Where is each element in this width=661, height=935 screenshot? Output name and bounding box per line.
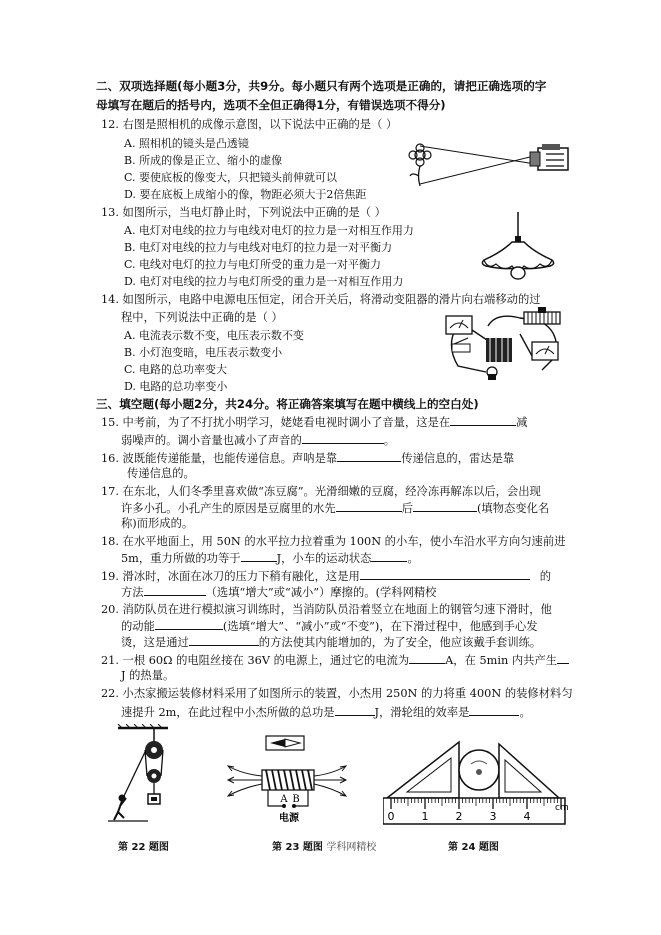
ruler-tick-label: 1 <box>421 810 429 823</box>
q19-text-2: 的 <box>539 570 552 583</box>
q19-line2 <box>121 584 436 601</box>
voltmeter-icon <box>532 342 558 360</box>
ruler-unit-label: cm <box>555 803 569 813</box>
right-triangle-ruler-icon <box>499 744 559 798</box>
q14-stem-line2: 程中，下列说法中正确的是（ ） <box>121 311 283 324</box>
q21-text-1: 21. 一根 60Ω 的电阻丝接在 36V 的电源上，通过它的电流为 <box>101 654 410 667</box>
q16-blank-1[interactable] <box>337 450 401 462</box>
q24-ruler-figure <box>383 738 573 830</box>
q13-stem: 13. 如图所示，当电灯静止时，下列说法中正确的是（ ） <box>101 206 386 219</box>
figure-23-watermark: 学科网精校 <box>326 842 377 853</box>
q14-option-a: A. 电流表示数不变，电压表示数不变 <box>124 329 304 342</box>
q17-blank-1[interactable] <box>336 500 402 512</box>
battery-icon <box>486 338 512 362</box>
person-pulling-icon <box>114 795 126 821</box>
q15-text-2: 减 <box>516 416 528 429</box>
q13-option-a: A. 电灯对电线的拉力与电线对电灯的拉力是一对相互作用力 <box>124 224 414 237</box>
rheostat-icon <box>524 307 560 324</box>
ball-icon <box>459 750 499 790</box>
q22-text-2: J，滑轮组的效率是 <box>374 706 470 719</box>
q19-line1 <box>101 568 551 585</box>
q18-line1: 18. 在水平地面上，用 50N 的水平拉力拉着重为 100N 的小车，使小车沿水平方向匀速前进 <box>101 535 566 548</box>
q16-text-1: 16. 波既能传递能量，也能传递信息。声呐是靠 <box>101 452 338 465</box>
q21-blank-1[interactable] <box>409 652 445 664</box>
q20-line3 <box>121 634 541 651</box>
q22-line2 <box>121 704 531 721</box>
q12-option-c: C. 要使底板的像变大，只把镜头前伸就可以 <box>124 171 338 184</box>
q13-option-d: D. 电灯对电线的拉力与电灯所受的重力是一对相互作用力 <box>124 275 404 288</box>
q16-text-2: 传递信息的，雷达是靠 <box>401 452 515 465</box>
q19-blank-2[interactable] <box>144 584 206 596</box>
q15-blank-2[interactable] <box>302 432 384 444</box>
q16-line2: 传递信息的。 <box>127 467 195 480</box>
q19-text-4: （选填“增大”或“减小”）摩擦的。 <box>205 586 376 599</box>
q17-line3: 称)而形成的。 <box>121 517 194 530</box>
q23-electromagnet-figure <box>222 734 352 824</box>
q20-blank-2[interactable] <box>189 634 259 646</box>
movable-pulley-icon <box>147 769 161 783</box>
q14-option-b: B. 小灯泡变暗，电压表示数变小 <box>124 346 283 359</box>
fixed-pulley-icon <box>145 741 163 759</box>
q15-line1 <box>101 414 527 431</box>
q17-text-2: 后 <box>401 502 413 515</box>
left-triangle-ruler-icon <box>387 742 459 798</box>
q12-option-a: A. 照相机的镜头是凸透镜 <box>124 137 249 150</box>
q18-text-1: 5m，重力所做的功等于 <box>121 552 241 565</box>
ruler-tick-label: 2 <box>455 810 463 823</box>
q20-text-4: 的方法使其内能增加的，为了安全，他应该戴手套训练。 <box>258 636 542 649</box>
compass-needle-icon <box>266 736 304 750</box>
q14-option-d: D. 电路的总功率变小 <box>124 380 228 393</box>
q18-blank-2[interactable] <box>371 550 407 562</box>
q15-text-4: 。 <box>383 434 396 447</box>
q20-text-3: 烫，这是通过 <box>121 636 189 649</box>
q19-text-1: 19. 滑冰时，冰面在冰刀的压力下稍有融化，这是用 <box>101 570 360 583</box>
section-3-header: 三、填空题(每小题2分，共24分。将正确答案填写在题中横线上的空白处) <box>96 397 479 411</box>
switch-icon <box>452 338 470 352</box>
ruler-tick-label: 4 <box>523 810 531 823</box>
q12-stem: 12. 右图是照相机的成像示意图，以下说法中正确的是（ ） <box>101 118 398 131</box>
q21-blank-2[interactable] <box>557 652 569 664</box>
q12-camera-figure <box>402 140 574 190</box>
power-source-label: 电源 <box>279 813 299 824</box>
q18-text-2: J，小车的运动状态 <box>276 552 372 565</box>
q12-option-b: B. 所成的像是正立、缩小的虚像 <box>124 154 283 167</box>
q17-text-3: (填物态变化名 <box>476 502 550 515</box>
q20-blank-1[interactable] <box>155 618 223 630</box>
q22-blank-2[interactable] <box>469 704 519 716</box>
section-2-header-line1: 二、双项选择题(每小题3分，共9分。每小题只有两个选项是正确的，请把正确选项的字 <box>96 79 547 93</box>
q18-line2 <box>121 550 419 567</box>
terminal-b-label: B <box>292 794 300 805</box>
q13-option-b: B. 电灯对电线的拉力与电线对电灯的拉力是一对平衡力 <box>124 241 393 254</box>
q12-option-d: D. 要在底板上成缩小的像，物距必须大于2倍焦距 <box>124 188 367 201</box>
q17-blank-2[interactable] <box>413 500 477 512</box>
q14-option-c: C. 电路的总功率变大 <box>124 363 228 376</box>
q17-text-1: 许多小孔。小孔产生的原因是豆腐里的水先 <box>121 502 336 515</box>
ruler-scale <box>383 798 569 824</box>
q20-text-2: (选填“增大”、“减小”或“不变”)，在下滑过程中，他感到手心发 <box>222 620 538 633</box>
q17-line2 <box>121 500 549 517</box>
figure-22-caption: 第 22 题图 <box>118 842 169 853</box>
q22-text-3: 。 <box>519 706 531 719</box>
q13-lamp-figure <box>474 212 562 282</box>
q20-line1: 20. 消防队员在进行模拟演习训练时，当消防队员沿着竖立在地面上的钢管匀速下滑时，他 <box>101 603 552 616</box>
q18-text-3: 。 <box>407 552 419 565</box>
q19-text-3: 方法 <box>121 586 144 599</box>
figure-23-caption <box>272 838 376 853</box>
q14-stem-line1: 14. 如图所示，电路中电源电压恒定，闭合开关后，将滑动变阻器的滑片向右端移动的过 <box>101 293 541 306</box>
hanging-lamp-icon <box>482 212 553 279</box>
q14-circuit-figure <box>436 306 576 382</box>
figure-24-caption: 第 24 题图 <box>448 842 499 853</box>
q15-text-3: 弱噪声的。调小音量也减小了声音的 <box>121 434 302 447</box>
figure-23-caption-text: 第 23 题图 <box>272 842 323 853</box>
q16-line1 <box>101 450 514 467</box>
bulb-icon <box>487 367 497 380</box>
q21-line1 <box>101 652 569 669</box>
camera-icon <box>530 144 568 170</box>
q19-watermark: (学科网精校 <box>375 586 437 599</box>
q22-blank-1[interactable] <box>335 704 375 716</box>
q22-line1: 22. 小杰家搬运装修材料采用了如图所示的装置，小杰用 250N 的力将重 400N 的装修材料匀 <box>101 687 573 700</box>
q22-text-1: 速提升 2m，在此过程中小杰所做的总功是 <box>121 706 335 719</box>
q18-blank-1[interactable] <box>241 550 277 562</box>
flower-object-icon <box>409 144 431 186</box>
q21-text-2: A，在 5min 内共产生 <box>445 654 558 667</box>
q20-text-1: 的动能 <box>121 620 155 633</box>
q15-text-1: 15. 中考前，为了不打扰小明学习，姥姥看电视时调小了音量，这是在 <box>101 416 451 429</box>
q15-line2 <box>121 432 395 449</box>
q19-blank-1[interactable] <box>360 568 530 580</box>
terminal-a-label: A <box>280 794 288 805</box>
ruler-tick-label: 3 <box>489 810 497 823</box>
ammeter-icon <box>446 316 472 334</box>
solenoid-coil-icon <box>262 770 314 790</box>
q17-line1: 17. 在东北，人们冬季里喜欢做“冻豆腐”。光滑细嫩的豆腐，经冷冻再解冻以后，会出现 <box>101 485 541 498</box>
q22-pulley-figure <box>108 724 178 824</box>
section-2-header-line2: 母填写在题后的括号内，选项不全但正确得1分，有错误选项不得分) <box>96 98 446 112</box>
ruler-tick-label: 0 <box>387 810 395 823</box>
q13-option-c: C. 电线对电灯的拉力与电灯所受的重力是一对平衡力 <box>124 258 382 271</box>
q15-blank-1[interactable] <box>450 414 516 426</box>
q21-line2: J 的热量。 <box>121 669 175 682</box>
q20-line2 <box>121 618 538 635</box>
